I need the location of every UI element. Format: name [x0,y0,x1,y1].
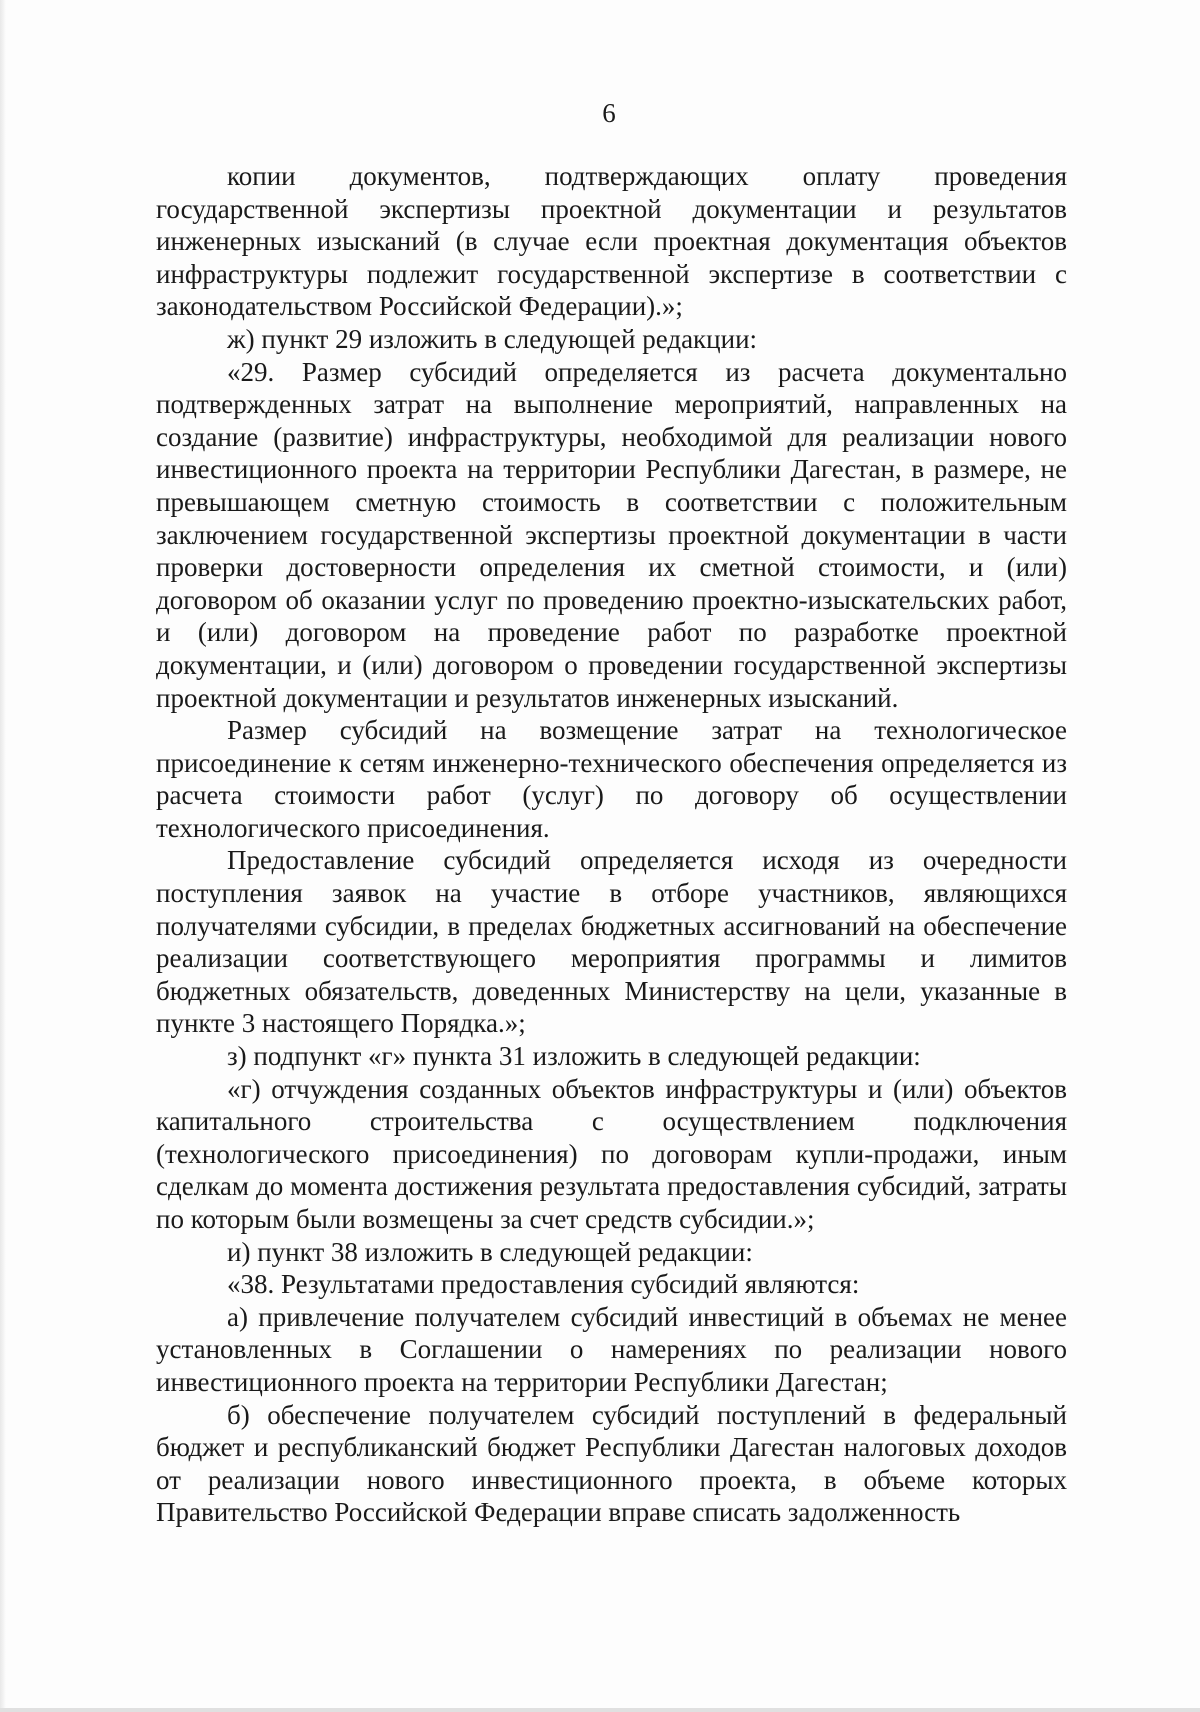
page-number: 6 [602,98,616,128]
paragraph-item-z: з) подпункт «г» пункта 31 изложить в следующей редакции: [227,1041,921,1072]
paragraph-item-zh: ж) пункт 29 изложить в следующей редакции: [227,323,758,354]
paragraph-point-29: «29. Размер субсидий определяется из расчета документально подтвержденных затрат на выполнение мероприятий, направленных на создание (развитие) инфраструктуры, необходимой для реализации нового инвестиционного проекта на территории Республики Дагестан, в размере, не превышающем сметную стоимость в соответствии с положительным заключением государственной экспертизы проектной документации в части проверки достоверности определения их сметной стоимости, и (или) договором об оказании услуг по проведению проектно-изыскательских работ, и (или) договором на проведение работ по разработке проектной документации, и (или) договором о проведении государственной экспертизы проектной документации и результатов инженерных изысканий. [156,356,1067,713]
scan-edge-bottom [0,1708,1200,1712]
paragraph-item-i: и) пункт 38 изложить в следующей редакции: [227,1236,753,1267]
paragraph-subsidy-order: Предоставление субсидий определяется исходя из очередности поступления заявок на участие в отборе участников, являющихся получателями субсидии, в пределах бюджетных ассигнований на обеспечение реализации соответствующего мероприятия программы и лимитов бюджетных обязательств, доведенных Министерству на цели, указанные в пункте 3 настоящего Порядка.»; [156,845,1067,1039]
paragraph-subitem-g: «г) отчуждения созданных объектов инфраструктуры и (или) объектов капитального строительства с осуществлением подключения (технологического присоединения) по договорам купли-продажи, иным сделкам до момента достижения результата предоставления субсидий, затраты по которым были возмещены за счет средств субсидии.»; [156,1073,1067,1234]
paragraph-documents-copies: копии документов, подтверждающих оплату проведения государственной экспертизы проектной документации и результатов инженерных изысканий (в случае если проектная документация объектов инфраструктуры подлежит государственной экспертизе в соответствии с законодательством Российской Федерации).»; [156,161,1067,322]
paragraph-tech-connection: Размер субсидий на возмещение затрат на технологическое присоединение к сетям инженерно-технического обеспечения определяется из расчета стоимости работ (услуг) по договору об осуществлении технологического присоединения. [156,715,1067,843]
paragraph-result-a: а) привлечение получателем субсидий инвестиций в объемах не менее установленных в Соглашении о намерениях по реализации нового инвестиционного проекта на территории Республики Дагестан; [156,1301,1067,1397]
paragraph-point-38: «38. Результатами предоставления субсидий являются: [227,1269,860,1300]
document-body [156,160,1067,1529]
paragraph-result-b: б) обеспечение получателем субсидий поступлений в федеральный бюджет и республиканский бюджет Республики Дагестан налоговых доходов от реализации нового инвестиционного проекта, в объеме которых Правительство Российской Федерации вправе списать задолженность [156,1399,1067,1528]
scan-edge [0,0,6,1712]
